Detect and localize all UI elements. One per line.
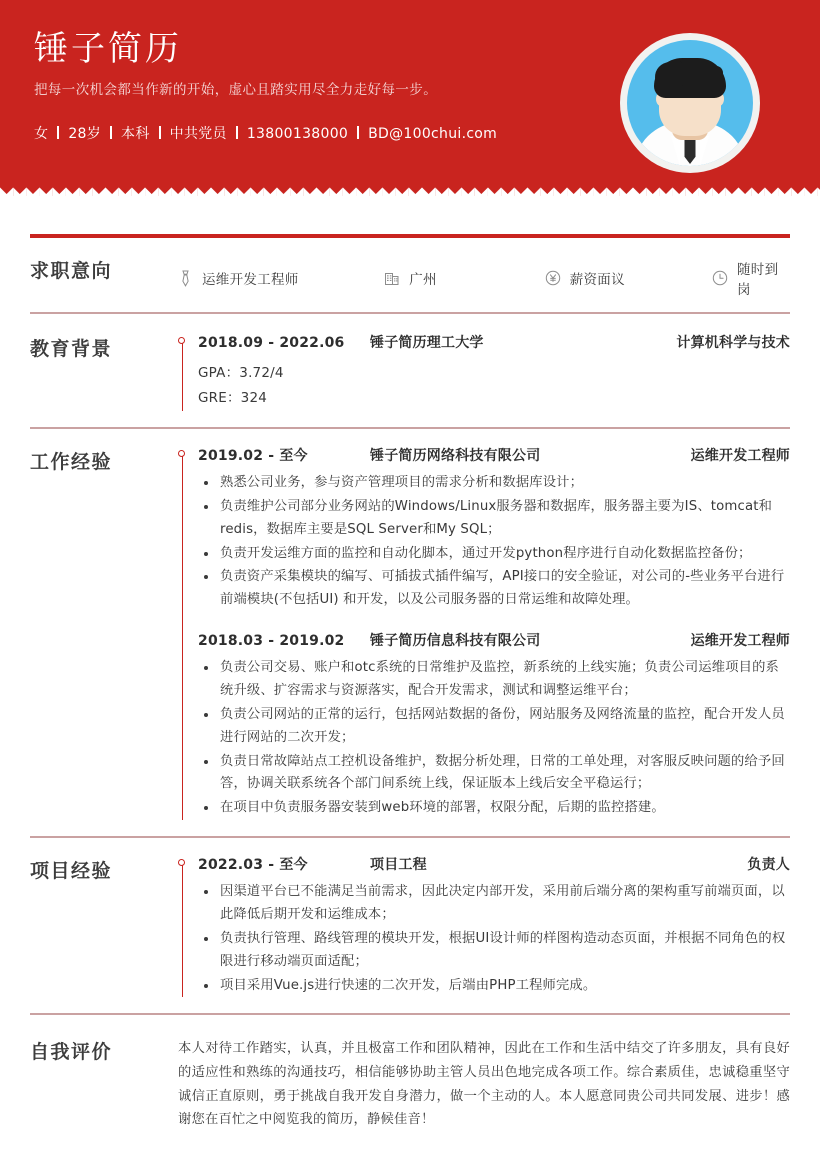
yen-circle-icon — [545, 270, 561, 286]
section-project-experience — [0, 838, 820, 1013]
education-major: 计算机科学与技术 — [676, 335, 790, 351]
work-experience-body — [178, 445, 790, 822]
contact-separator — [57, 126, 59, 139]
tie-icon — [178, 270, 193, 287]
list-item: 负责开发运维方面的监控和自动化脚本，通过开发python程序进行自动化数据监控备份； — [198, 543, 790, 566]
list-item: 负责公司网站的正常的运行，包括网站数据的备份，网站服务及网络流量的监控，配合开发人员进行网站的二次开发； — [198, 704, 790, 750]
work-entry — [198, 445, 790, 612]
intent-city-label: 广州 — [409, 272, 437, 288]
page-title: 锤子简历 — [34, 29, 182, 69]
work-role: 运维开发工程师 — [690, 633, 790, 650]
avatar-collar-left — [671, 136, 680, 166]
work-company: 锤子简历信息科技有限公司 — [370, 633, 541, 650]
header-tagline: 把每一次机会都当作新的开始，虚心且踏实用尽全力走好每一步。 — [34, 81, 438, 98]
section-job-intention — [0, 238, 820, 312]
education-timeline — [178, 332, 790, 411]
list-item: 因渠道平台已不能满足当前需求，因此决定内部开发，采用前后端分离的架构重写前端页面，以此降低后期开发和运维成本； — [198, 881, 790, 927]
section-label-job-intention: 求职意向 — [30, 260, 113, 282]
project-role: 负责人 — [747, 857, 790, 874]
contact-separator — [110, 126, 112, 139]
contact-phone: 13800138000 — [246, 126, 349, 143]
avatar-portrait-icon — [627, 40, 753, 166]
list-item: 熟悉公司业务，参与资产管理项目的需求分析和数据库设计； — [198, 472, 790, 495]
job-intention-row — [178, 254, 790, 298]
project-experience-body — [178, 854, 790, 999]
work-bullet-list — [198, 657, 790, 820]
project-entry-header — [198, 854, 790, 874]
work-timeline — [178, 445, 790, 820]
contact-email: BD@100chui.com — [368, 126, 498, 143]
contact-education: 本科 — [121, 126, 150, 143]
section-work-experience — [0, 429, 820, 836]
list-item: 负责资产采集模块的编写、可插拔式插件编写，API接口的安全验证，对公司的-些业务平台进行前端模块(不包括UI) 和开发，以及公司服务器的日常运维和故障处理。 — [198, 566, 790, 612]
education-body — [178, 332, 790, 413]
contact-gender: 女 — [34, 126, 49, 143]
education-entry-header — [198, 332, 790, 352]
intent-salary — [545, 268, 712, 288]
section-label-work-experience: 工作经验 — [30, 450, 113, 473]
avatar-collar-right — [700, 136, 709, 166]
timeline-dot — [178, 450, 185, 457]
contact-separator — [236, 126, 238, 139]
clock-icon — [712, 270, 728, 286]
education-gre: GRE：324 — [198, 389, 268, 406]
work-role: 运维开发工程师 — [690, 447, 790, 464]
project-entry — [198, 854, 790, 997]
education-gpa: GPA：3.72/4 — [198, 365, 284, 381]
project-timeline — [178, 854, 790, 997]
avatar-hair-side — [711, 66, 723, 92]
work-entry — [198, 630, 790, 820]
education-school: 锤子简历理工大学 — [370, 335, 484, 351]
resume-body — [0, 234, 820, 1162]
work-entry-header — [198, 630, 790, 650]
work-date: 2019.02 - 至今 — [198, 447, 308, 464]
education-details — [198, 361, 790, 411]
work-entry-header — [198, 445, 790, 465]
list-item: 负责维护公司部分业务网站的Windows/Linux服务器和数据库，服务器主要为IS、tomcat和redis，数据库主要是SQL Server和My SQL； — [198, 496, 790, 542]
list-item: 负责日常故障站点工控机设备维护，数据分析处理，日常的工单处理，对客服反映问题的给予回答，协调关联系统各个部门间系统上线，保证版本上线后安全平稳运行； — [198, 751, 790, 797]
list-item: 在项目中负责服务器安装到web环境的部署，权限分配，后期的监控搭建。 — [198, 797, 790, 820]
header-text-block — [34, 28, 594, 143]
timeline-dot — [178, 337, 185, 344]
project-date: 2022.03 - 至今 — [198, 857, 308, 874]
resume-header — [0, 0, 820, 196]
intent-city — [384, 268, 544, 288]
education-entry — [198, 332, 790, 411]
timeline-dot — [178, 859, 185, 866]
project-bullet-list — [198, 881, 790, 997]
self-evaluation-body — [178, 1035, 790, 1132]
section-label-project-experience: 项目经验 — [30, 860, 113, 883]
section-label-self-evaluation: 自我评价 — [30, 1041, 113, 1064]
project-name: 项目工程 — [370, 857, 427, 874]
section-label-education: 教育背景 — [30, 338, 113, 360]
building-icon — [384, 270, 400, 286]
section-self-evaluation — [0, 1015, 820, 1162]
work-bullet-list — [198, 472, 790, 612]
work-company: 锤子简历网络科技有限公司 — [370, 447, 541, 464]
timeline-line — [182, 453, 183, 820]
avatar — [620, 33, 760, 173]
education-date: 2018.09 - 2022.06 — [198, 335, 345, 351]
contact-separator — [357, 126, 359, 139]
contact-political-status: 中共党员 — [169, 126, 227, 143]
timeline-line — [182, 340, 183, 411]
contact-age: 28岁 — [68, 126, 102, 143]
timeline-line — [182, 862, 183, 997]
intent-availability — [712, 258, 790, 298]
list-item: 负责执行管理、路线管理的模块开发，根据UI设计师的样图构造动态页面，并根据不同角色的权限进行移动端页面适配； — [198, 928, 790, 974]
intent-salary-label: 薪资面议 — [569, 272, 625, 288]
list-item: 项目采用Vue.js进行快速的二次开发，后端由PHP工程师完成。 — [198, 975, 790, 998]
job-intention-body — [178, 254, 790, 298]
intent-position-label: 运维开发工程师 — [202, 272, 299, 288]
intent-availability-label: 随时到岗 — [736, 262, 779, 298]
self-evaluation-text: 本人对待工作踏实，认真，并且极富工作和团队精神，因此在工作和生活中结交了许多朋友，具有良好的适应性和熟练的沟通技巧，相信能够协助主管人员出色地完成各项工作。综合素质佳，忠诚稳重坚守诚信正直原则，勇于挑战自我开发自身潜力，做一个主动的人。本人愿意同贵公司共同发展、进步！感谢您在百忙之中阅览我的简历，静候佳音！ — [178, 1041, 790, 1128]
work-date: 2018.03 - 2019.02 — [198, 633, 345, 650]
contact-line — [34, 123, 594, 143]
list-item: 负责公司交易、账户和otc系统的日常维护及监控，新系统的上线实施；负责公司运维项目的系统升级、扩容需求与资源落实，配合开发需求，测试和调整运维平台； — [198, 657, 790, 703]
contact-separator — [159, 126, 161, 139]
header-zigzag-edge — [0, 184, 820, 196]
section-education — [0, 314, 820, 427]
intent-position — [178, 268, 384, 288]
